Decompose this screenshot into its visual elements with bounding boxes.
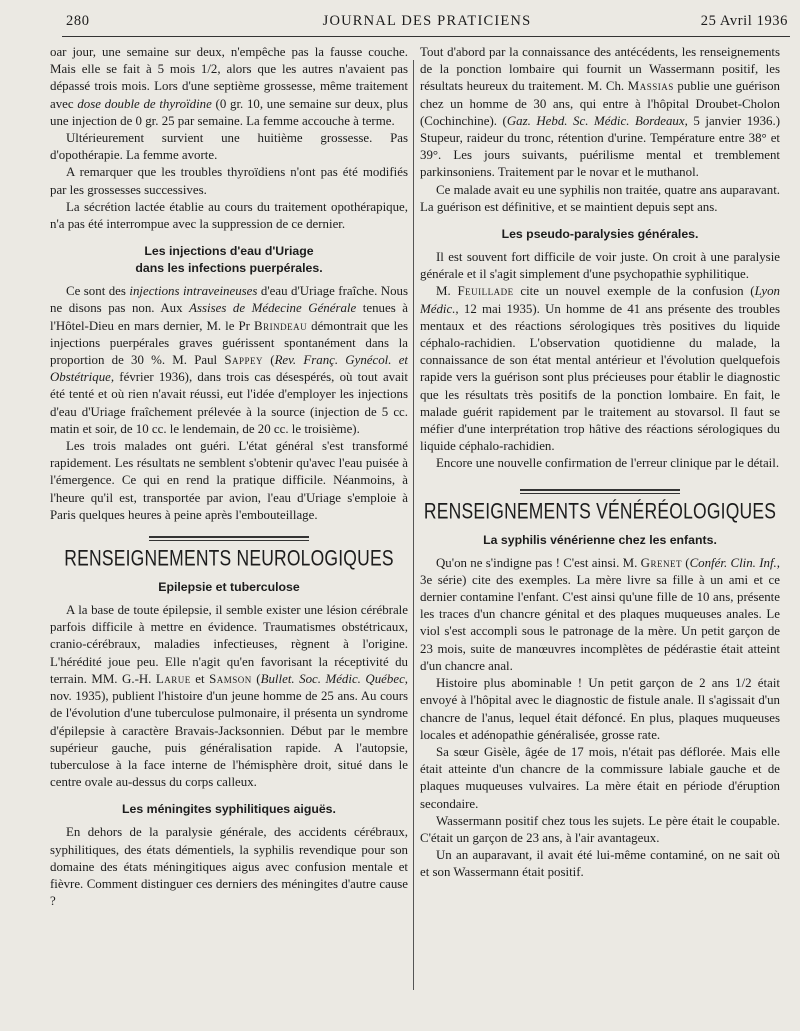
section-divider [149, 536, 309, 541]
paragraph: Ce malade avait eu une syphilis non traitée, quatre ans auparavant. La guérison est définitive, et se maintient depuis sept ans. [420, 182, 780, 214]
paragraph: En dehors de la paralysie générale, des accidents cérébraux, syphilitiques, des états démentiels, la syphilis revendique pour son domaine des états méningitiques aigus avec confusion mentale et fièvre. Comment distinguer ces derniers des méningites d'autre cause ? [50, 825, 408, 909]
journal-title: JOURNAL DES PRATICIENS [322, 13, 532, 29]
subheading-uriage: Les injections d'eau d'Uriage dans les infections puerpérales. [135, 244, 323, 276]
paragraph: Tout d'abord par la connaissance des antécédents, les renseignements de la ponction lombaire qui fournit un Wassermann positif, les résultats heureux du traitement. M. Ch. Massias publie une guérison chez un homme de 30 ans, qui entre à l'hôpital Droubet-Cholon (Cochinchine). (Gaz. Hebd. Sc. Médic. Bordeaux, 5 janvier 1936.) Stupeur, raideur du tronc, rétention d'urine. Température entre 38° et 39°. Les jours suivants, puérilisme mental et tremblement parkinsoniens. Traitement par le novar et le muthanol. [420, 45, 780, 180]
subheading-meningites: Les méningites syphilitiques aiguës. [122, 802, 336, 817]
section-heading-neuro: RENSEIGNEMENTS NEUROLOGIQUES [64, 545, 394, 571]
paragraph: Ultérieurement survient une huitième grossesse. Pas d'opothérapie. La femme avorte. [50, 131, 408, 163]
subheading-epilepsie: Epilepsie et tuberculose [158, 580, 300, 595]
paragraph: A remarquer que les troubles thyroïdiens n'ont pas été modifiés par les grossesses successives. [50, 165, 408, 197]
paragraph: oar jour, une semaine sur deux, n'empêche pas la fausse couche. Mais elle se fait à 5 mois 1/2, alors que les autres n'avaient pas dépassé trois mois. Lors d'une septième grossesse, même traitement avec dose double de thyroïdine (0 gr. 10, une semaine sur deux, plus une injection de 0 gr. 25 par semaine. La femme accouche à terme. [50, 45, 408, 128]
paragraph: Qu'on ne s'indigne pas ! C'est ainsi. M. Grenet (Confér. Clin. Inf., 3e série) cite des exemples. La mère livre sa fille à un ami et ce dernier contamine l'enfant. C'est ainsi qu'une fille de 10 ans, présente les traces d'un chancre génital et des plaques muqueuses anales. Le viol s'est accompli sous le patronage de la mère. Un petit garçon de 23 mois, suite de manœuvres incomplètes de pédérastie était atteint d'un chancre anal. [420, 555, 780, 673]
right-column [420, 44, 780, 1024]
paragraph: Sa sœur Gisèle, âgée de 17 mois, n'était pas déflorée. Mais elle était atteinte d'un chancre de la commissure labiale gauche et de plaques muqueuses vulvaires. La mère était en période d'éruption secondaire. [420, 744, 780, 811]
header-rule [62, 36, 790, 37]
paragraph: La sécrétion lactée établie au cours du traitement opothérapique, n'a pas été interrompue avec la suppression de ce dernier. [50, 199, 408, 232]
subheading-syphilis-enfants: La syphilis vénérienne chez les enfants. [483, 532, 717, 547]
paragraph: A la base de toute épilepsie, il semble exister une lésion cérébrale parfois difficile à mettre en évidence. Traumatismes obstétricaux, cranio-cérébraux, maladies infectieuses, règnent à l'origine. L'hérédité joue peu. Elle n'agit qu'en favorisant la réceptivité du terrain. MM. G.-H. Larue et Samson (Bullet. Soc. Médic. Québec, nov. 1935), publient l'histoire d'un jeune homme de 25 ans. Au cours de l'évolution d'une tuberculose pulmonaire, il présenta un syndrome d'épilepsie à caractère Bravais-Jacksonnien. Début par le membre supérieur gauche, puis généralisation rapide. A l'autopsie, tuberculose à la face interne de l'hémisphère droit, situé dans le centre ovale au-dessus du corps calleux. [50, 603, 408, 790]
subheading-pseudo-paralysies: Les pseudo-paralysies générales. [501, 227, 699, 242]
issue-date: 25 Avril 1936 [700, 13, 788, 29]
paragraph: Les trois malades ont guéri. L'état général s'est transformé rapidement. Les résultats ne semblent s'obtenir qu'avec l'eau puisée à l'émergence. Ce qui en rend la pratique difficile. Néanmoins, à l'heure qu'il est, transportée par avion, l'eau d'Uriage s'emploie à Paris quelques heures à peine après l'embouteillage. [50, 439, 408, 522]
paragraph: Wassermann positif chez tous les sujets. Le père était le coupable. C'était un garçon de 23 ans, à l'air avantageux. [420, 813, 780, 845]
paragraph: Histoire plus abominable ! Un petit garçon de 2 ans 1/2 était envoyé à l'hôpital avec le diagnostic de fistule anale. Il s'agissait d'un chancre de l'anus, lequel était défoncé. En plus, plaques muqueuses locales et adénopathie généralisée, grosse rate. [420, 676, 780, 742]
paragraph: Un an auparavant, il avait été lui-même contaminé, on ne sait où et son Wassermann était positif. [420, 848, 780, 880]
left-column [50, 44, 408, 1024]
paragraph: Ce sont des injections intraveineuses d'eau d'Uriage fraîche. Nous ne disons pas non. Aux Assises de Médecine Générale tenues à l'Hôtel-Dieu en mars dernier, M. le Pr Brindeau démontrait que les injections puerpérales graves guérissent spontanément dans la proportion de 30 %. M. Paul Sappey (Rev. Franç. Gynécol. et Obstétrique, février 1936), dans trois cas désespérés, où tout avait été tenté et où rien n'avait réussi, eut l'idée d'employer les injections d'eau d'Uriage fraîchement prélevée à la source (injection de 5 cc. matin et soir, de 10 cc. le lendemain, de 20 cc. le troisième). [50, 284, 408, 436]
column-rule [413, 60, 414, 990]
paragraph: Il est souvent fort difficile de voir juste. On croit à une paralysie générale et il s'agit simplement d'une psychopathie syphilitique. [420, 250, 780, 282]
paragraph: M. Feuillade cite un nouvel exemple de la confusion (Lyon Médic., 12 mai 1935). Un homme de 41 ans présente des troubles mentaux et des réactions sérologiques très positives du liquide céphalo-rachidien. L'observation quotidienne du malade, la connaissance de son état mental antérieur et l'évolution quelquefois rapide vers la guérison sont plus précieuses pour établir le diagnostic que les résultats très positifs de la ponction lombaire. En fait, le malade guérit rapidement par le traitement au stovarsol. Il faut se méfier d'une interprétation trop hâtive des réactions sérologiques du liquide céphalo-rachidien. [420, 284, 780, 454]
section-heading-vener: RENSEIGNEMENTS VÉNÉRÉOLOGIQUES [423, 498, 777, 524]
paragraph: Encore une nouvelle confirmation de l'erreur clinique par le détail. [436, 456, 780, 471]
page-header [66, 13, 788, 35]
page-number: 280 [66, 13, 90, 29]
section-divider [520, 489, 680, 494]
